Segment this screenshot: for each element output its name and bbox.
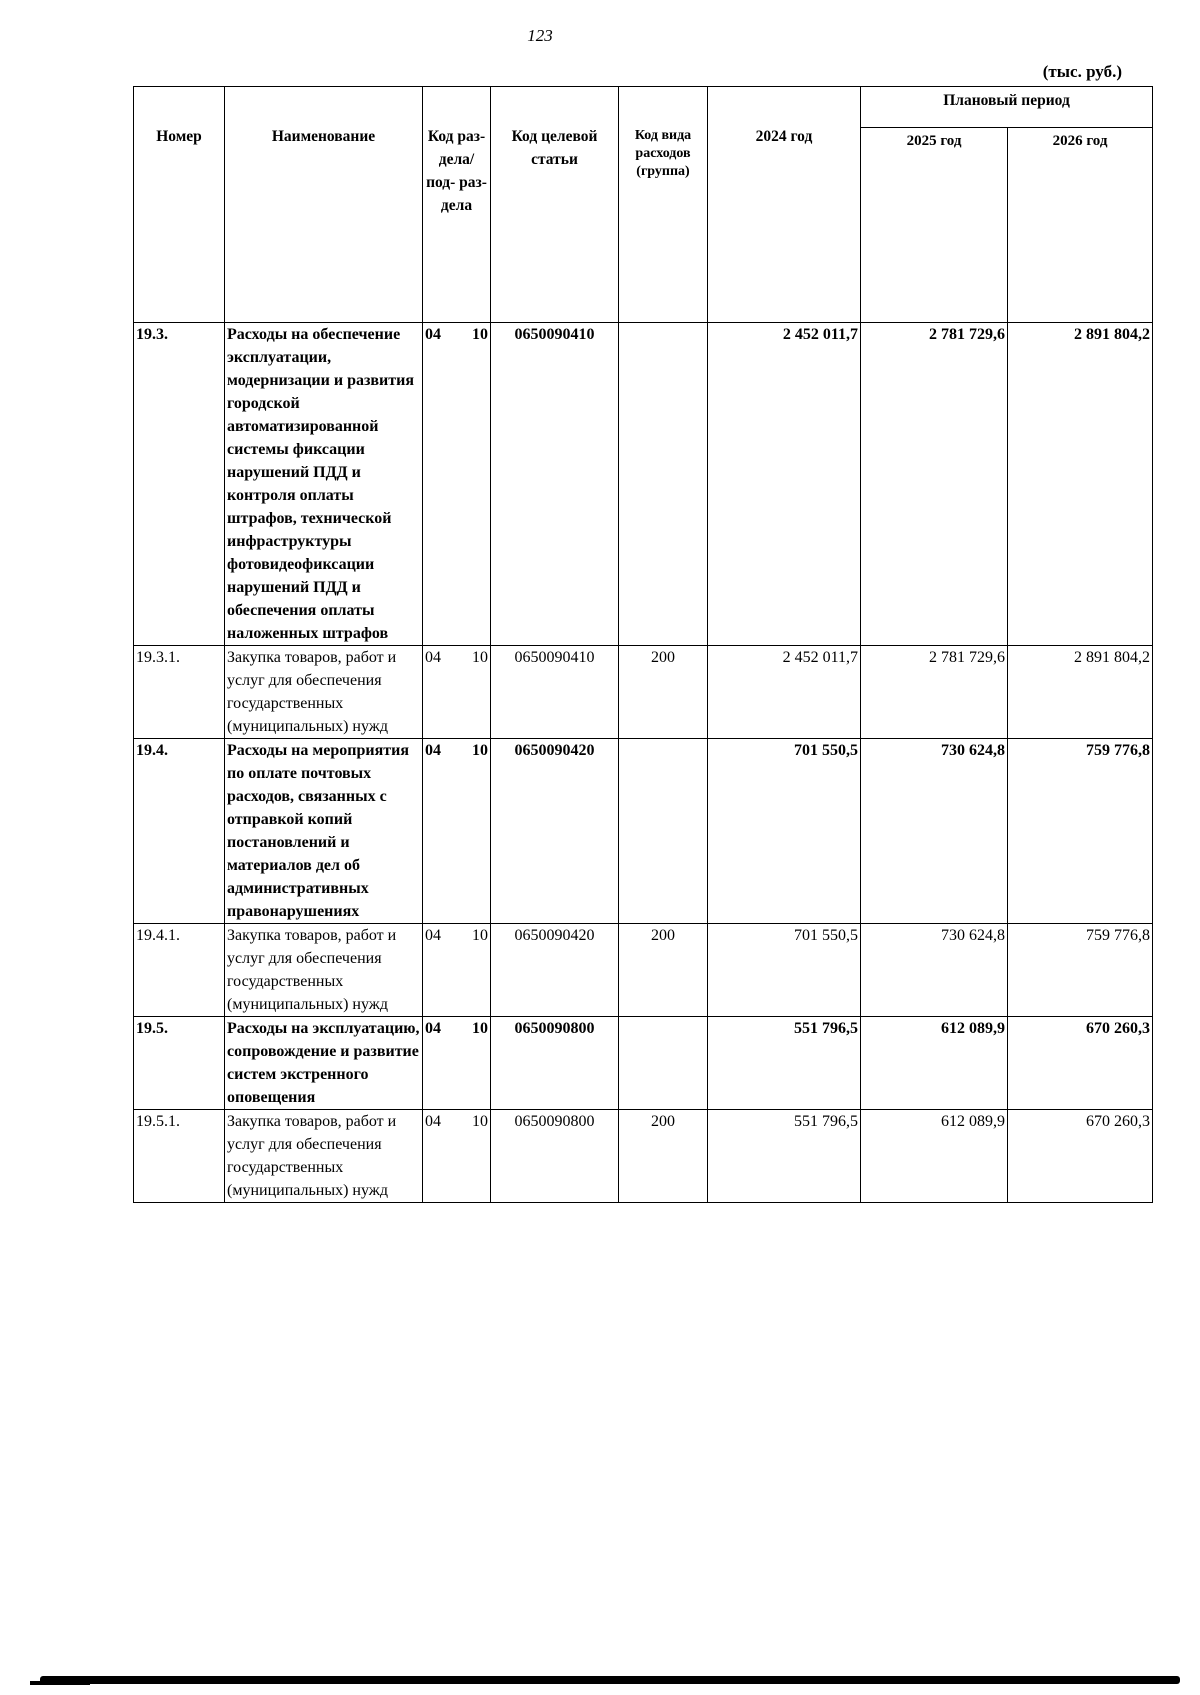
- row-section-code: [423, 739, 491, 924]
- budget-table: [133, 86, 1153, 1203]
- table-row: [134, 323, 1153, 646]
- row-target-code: 0650090410: [491, 646, 619, 739]
- header-number: Номер: [134, 87, 225, 323]
- row-2024: 2 452 011,7: [708, 323, 861, 646]
- table-row: [134, 1017, 1153, 1110]
- row-2025: 730 624,8: [861, 924, 1008, 1017]
- units-label: (тыс. руб.): [1042, 62, 1122, 81]
- section: 04: [425, 1020, 441, 1037]
- table-row: [134, 646, 1153, 739]
- row-name: Расходы на обеспечение эксплуатации, модернизации и развития городской автоматизированной системы фиксации нарушений ПДД и контроля оплаты штрафов, технической инфраструктуры фотовидеофиксации нарушений ПДД и обеспечения оплаты наложенных штрафов: [225, 323, 423, 646]
- table-row: [134, 1110, 1153, 1203]
- row-number: 19.3.1.: [134, 646, 225, 739]
- row-expense-type: 200: [619, 646, 708, 739]
- row-2026: 670 260,3: [1008, 1017, 1153, 1110]
- row-name: Расходы на мероприятия по оплате почтовых расходов, связанных с отправкой копий постановлений и материалов дел об административных правонарушениях: [225, 739, 423, 924]
- row-2026: 759 776,8: [1008, 924, 1153, 1017]
- header-2025: 2025 год: [861, 128, 1008, 323]
- row-target-code: 0650090420: [491, 739, 619, 924]
- row-target-code: 0650090420: [491, 924, 619, 1017]
- row-name: Закупка товаров, работ и услуг для обеспечения государственных (муниципальных) нужд: [225, 646, 423, 739]
- table-row: [134, 739, 1153, 924]
- row-target-code: 0650090800: [491, 1110, 619, 1203]
- header-plan-period: Плановый период: [861, 87, 1153, 128]
- row-expense-type: 200: [619, 924, 708, 1017]
- row-section-code: [423, 1017, 491, 1110]
- subsection: 10: [472, 1020, 488, 1037]
- row-number: 19.5.: [134, 1017, 225, 1110]
- row-target-code: 0650090410: [491, 323, 619, 646]
- subsection: 10: [472, 649, 488, 666]
- row-2025: 2 781 729,6: [861, 646, 1008, 739]
- row-expense-type: [619, 1017, 708, 1110]
- subsection: 10: [472, 927, 488, 944]
- bottom-rule-tail: [30, 1681, 90, 1685]
- header-2026: 2026 год: [1008, 128, 1153, 323]
- row-expense-type: [619, 323, 708, 646]
- row-section-code: [423, 323, 491, 646]
- row-section-code: [423, 646, 491, 739]
- row-number: 19.3.: [134, 323, 225, 646]
- row-2026: 670 260,3: [1008, 1110, 1153, 1203]
- row-2025: 2 781 729,6: [861, 323, 1008, 646]
- section: 04: [425, 742, 441, 759]
- table-header: [134, 87, 1153, 323]
- row-number: 19.5.1.: [134, 1110, 225, 1203]
- row-2026: 2 891 804,2: [1008, 646, 1153, 739]
- section: 04: [425, 649, 441, 666]
- header-expense-type: Код вида расходов (группа): [619, 87, 708, 323]
- row-2024: 701 550,5: [708, 739, 861, 924]
- header-2024: 2024 год: [708, 87, 861, 323]
- subsection: 10: [472, 1113, 488, 1130]
- row-2025: 612 089,9: [861, 1017, 1008, 1110]
- row-2024: 551 796,5: [708, 1110, 861, 1203]
- table-row: [134, 924, 1153, 1017]
- row-2026: 2 891 804,2: [1008, 323, 1153, 646]
- header-section-code: Код раз- дела/ под- раз- дела: [423, 87, 491, 323]
- header-target-code: Код целевой статьи: [491, 87, 619, 323]
- row-number: 19.4.: [134, 739, 225, 924]
- row-2025: 730 624,8: [861, 739, 1008, 924]
- section: 04: [425, 927, 441, 944]
- row-section-code: [423, 1110, 491, 1203]
- bottom-rule: [40, 1676, 1180, 1684]
- subsection: 10: [472, 326, 488, 343]
- row-name: Расходы на эксплуатацию, сопровождение и развитие систем экстренного оповещения: [225, 1017, 423, 1110]
- row-name: Закупка товаров, работ и услуг для обеспечения государственных (муниципальных) нужд: [225, 924, 423, 1017]
- row-number: 19.4.1.: [134, 924, 225, 1017]
- page-number: 123: [527, 26, 553, 45]
- row-2025: 612 089,9: [861, 1110, 1008, 1203]
- header-name: Наименование: [225, 87, 423, 323]
- row-2024: 551 796,5: [708, 1017, 861, 1110]
- row-expense-type: 200: [619, 1110, 708, 1203]
- row-target-code: 0650090800: [491, 1017, 619, 1110]
- section: 04: [425, 1113, 441, 1130]
- row-expense-type: [619, 739, 708, 924]
- section: 04: [425, 326, 441, 343]
- row-name: Закупка товаров, работ и услуг для обеспечения государственных (муниципальных) нужд: [225, 1110, 423, 1203]
- row-2026: 759 776,8: [1008, 739, 1153, 924]
- row-2024: 2 452 011,7: [708, 646, 861, 739]
- row-2024: 701 550,5: [708, 924, 861, 1017]
- row-section-code: [423, 924, 491, 1017]
- subsection: 10: [472, 742, 488, 759]
